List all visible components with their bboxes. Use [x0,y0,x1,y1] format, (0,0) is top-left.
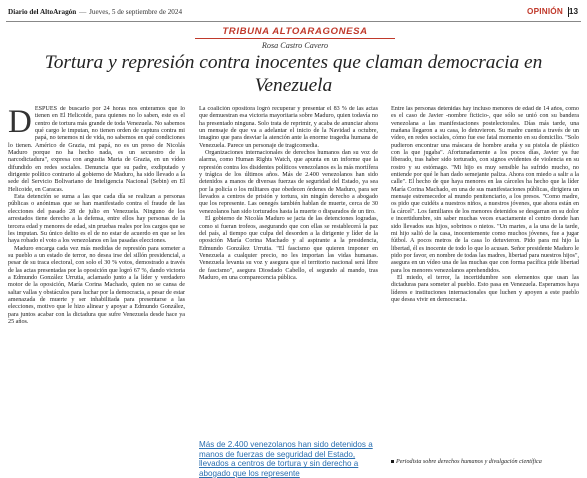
paragraph: Esta detención se suma a las que cada día se realizan a personas públicas o anónimas que se han manifestado contra el fraude de las elecciones del pasado 28 de julio en Venezuela. Ninguno de los arrestados tiene derecho a la defensa, entre ellos hay personas de la tercera edad y menores de edad, sin pruebas reales por los cargos que se les imputan. Su único delito es el de no estar de acuerdo en que se les haya robado el voto a los venezolanos en las pasadas elecciones. [8,194,185,245]
paragraph: El gobierno de Nicolás Maduro se jacta de las detenciones logradas, como si fueran trofeos, asegurando que con ellas se restablecerá la paz del país, al tiempo que culpa del desorden a la dirigente y líder de la oposición María Corina Machado y al aspirante a la presidencia, Edmundo González Urrutia. "El fascismo que quieren imponer en Venezuela a cualquier precio, no les importan las vidas humanas. Venezuela levanta su voz y asegura que el territorio nacional será libre de fascismo", asegura Diosdado Cabello, el segundo al mando, tras Maduro, en una comparecencia pública. [199,216,378,281]
article-column-1 [8,106,185,470]
issue-date: Jueves, 5 de septiembre de 2024 [89,8,183,16]
paragraph: La coalición opositora logró recuperar y presentar el 83 % de las actas que demuestran esa victoria mayoritaria sobre Maduro, quien todavía no ha presentado ninguna. Solo trata de reprimir, y acaba de anunciar ahora un mensaje de que va a adelantar el inicio de la Navidad a octubre, imagino que para desviar la atención ante la enorme tragedia humana de Venezuela. Parece un personaje de tragicomedia. [199,106,378,149]
section-label: OPINIÓN [527,7,563,16]
paragraph: Maduro encarga cada vez más medidas de represión para someter a su pueblo a un estado de terror, no desea irse del sillón presidencial, a pesar de su traca electoral, con solo el 30 % votos, demostrado a través de las actas presentadas por la oposición que logró 67 %, dando victoria a Edmundo González Urrutia, aclamado junto a la líder y verdadero motor de la oposición, María Corina Machado, quien no se cansa de saltar vallas y obstáculos para luchar por la democracia, a pesar de estar amenazada de muerte y ser inhabilitada para presentarse a las elecciones, motivo que le hizo alinear y apoyar a Edmundo González, para juntos acabar con la dictadura que sufre Venezuela desde hace ya 25 años. [8,245,185,325]
newspaper-name: Diario del AltoAragón [8,8,77,16]
paragraph: ESPUÉS de buscarlo por 24 horas nos enteramos que lo tienen en El Helicoide, para quienes no lo saben, este es el centro de tortura más grande de toda Venezuela. No sabemos qué cargo le imputan, no tienen orden de captura contra mi papá, no tenemos ni de vida, no sabemos en qué condiciones lo tienen. Américo de Grazia, mi papá, no es un preso de Nicolás Maduro porque no ha hecho nada, es un secuestro de la narcodictadura", expresa con angustia Marta de Grazia, en un vídeo difundido en redes sociales. Denuncia que su padre, exdiputado y dirigente político contrario al gobierno de Maduro, ha sido llevado a la sede del Servicio Bolivariano de Inteligencia Nacional (Sebin) en El Helicoide, en Caracas. [8,106,185,193]
paragraph: Organizaciones internacionales de derechos humanos dan su voz de alarma, como Human Rights Watch, que apunta en un informe que la represión contra los disidentes políticos venezolanos es la más mortífera y trágica de los últimos años. Más de 2.400 venezolanos han sido detenidos a manos de diversas fuerzas de seguridad del Estado, ya sea por la policía o los militares que obedecen órdenes de Maduro, para ser llevados a centros de prisión y tortura, sin ningún derecho a abogado que los represente. Las oenegés también hablan de muerte, cerca de 30 venezolanos han sido torturados hasta la muerte o disparados de un tiro. [199,150,378,215]
column-header [195,26,395,50]
paragraph: El miedo, el terror, la incertidumbre son elementos que usan las dictaduras para someter al pueblo. Esto pasa en Venezuela. Esperamos haya líderes e instituciones internacionales que luchen y apoyen a este pueblo que desea vivir en democracia. [391,274,579,303]
masthead [8,8,580,20]
page-number: 13 [568,7,578,16]
author-bio [391,459,579,466]
article-column-2 [199,106,378,451]
masthead-separator: — [79,8,87,16]
pull-quote-text: Más de 2.400 venezolanos han sido detenidos a manos de fuerzas de seguridad del Estado, llevados a centros de tortura y sin derecho a abogado que los represente [199,440,373,478]
drop-cap: D [8,106,32,140]
author-name: Rosa Castro Cavero [261,41,329,50]
author-bio-text: Periodista sobre derechos humanos y divulgación científica [396,459,542,465]
column-kicker: TRIBUNA ALTOARAGONESA [195,26,395,39]
pull-quote [199,440,378,478]
article-headline: Tortura y represión contra inocentes que claman democracia en Venezuela [44,52,543,96]
bullet-icon [391,460,394,463]
header-rule [6,21,581,22]
article-column-3 [391,106,579,458]
paragraph: Entre las personas detenidas hay incluso menores de edad de 14 años, como es el caso de Javier -nombre ficticio-, que sólo se unió con su bandera venezolana a las manifestaciones postelectorales. Días más tarde, una mañana llegaron a su casa, lo detuvieron. Su madre cuenta a través de un vídeo, en redes sociales, cómo fue ese fatal momento en su domicilio. "Solo pudieron encontrar una máscara de hombre araña y su pistola de plástico con la que jugaba". Afortunadamente a los pocos días, Javier ya fue liberado, tras haber sido torturado, con signos evidentes de violencia en su rostro y su estómago. "Mi hijo es muy sensible ha sufrido mucho, no entiende por qué le han dado semejante paliza. Ahora con miedo a salir a la calle". El hecho de que haya menores en las cárceles ha hecho que la líder María Corina Machado, en una de sus manifestaciones públicas, dirigiera un mensaje estremecedor al mundo penitenciario, a los presos. "Como madre, os pido que cuidéis a nuestros niños, a nuestros jóvenes, que ahora están en la cárcel". Los familiares de los menores detenidos se desgarran en su dolor e incertidumbre, sin saber muchas veces exactamente el centro donde han sido llevados sus hijos, sobrinos o nietos. "Un martes, a la una de la tarde, mi hijo salió de la casa, inocentemente como muchos jóvenes, fue a jugar fútbol. A pocos metros de la casa lo detuvieron. Pido para mi hijo la libertad, él es inocente de todo lo que lo acusan. Señor presidente Maduro le pido por favor, en nombre de todas las madres, libertad para nuestros hijos", asegura en un vídeo una de las muchas que con forma pacífica pide libertad para los menores venezolanos aprehendidos. [391,106,579,274]
